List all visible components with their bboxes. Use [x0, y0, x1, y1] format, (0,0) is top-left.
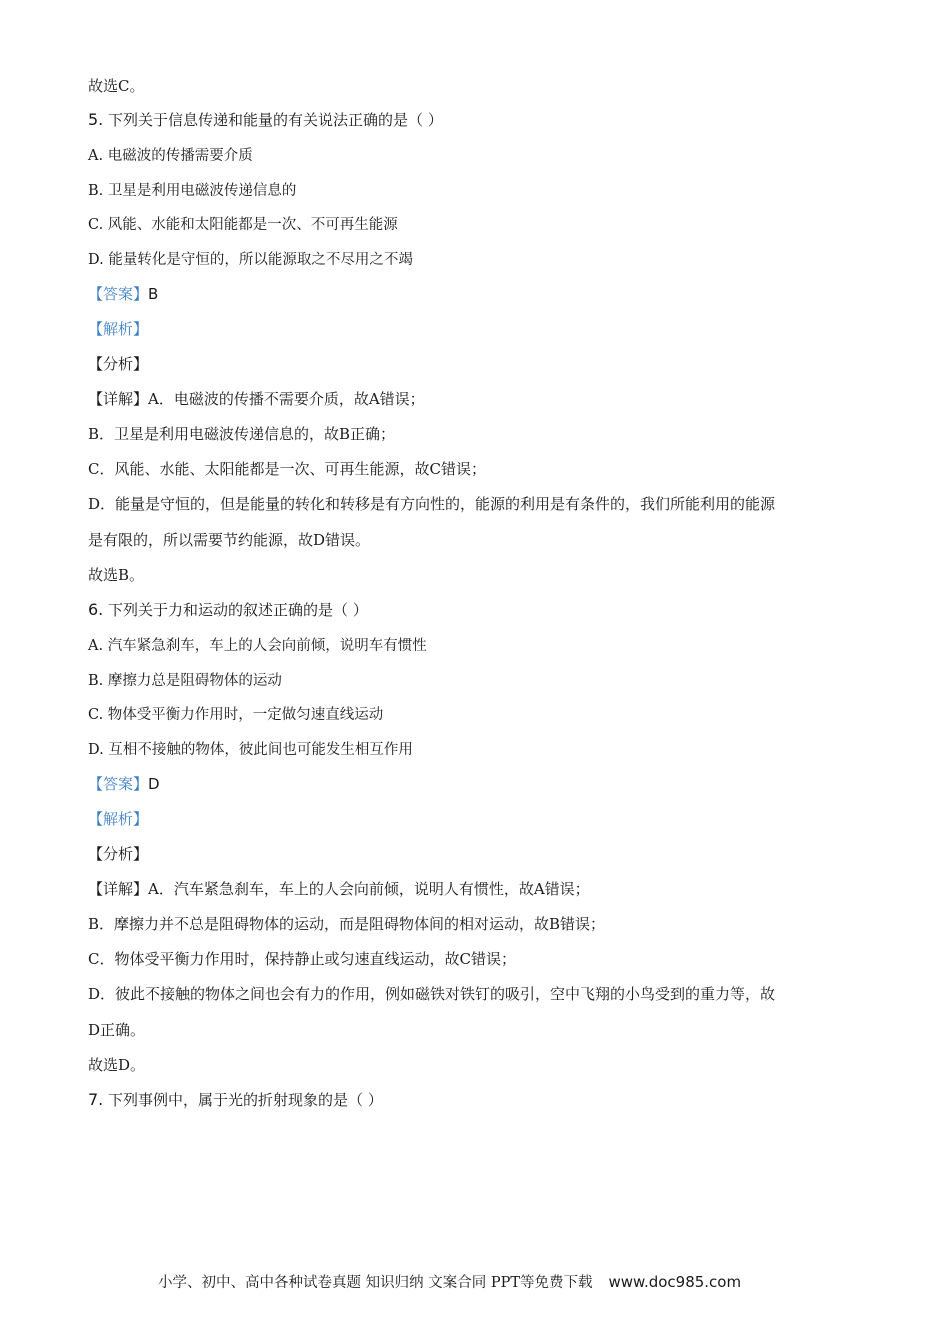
question-stem: 下列事例中，属于光的折射现象的是（ ） [108, 1091, 383, 1109]
detail-text: A．电磁波的传播不需要介质，故A错误； [148, 390, 425, 408]
q6-option-c: C. 物体受平衡力作用时，一定做匀速直线运动 [88, 707, 384, 723]
answer-label: 【答案】 [88, 285, 149, 303]
q6-answer [88, 774, 160, 794]
answer-value: B [148, 285, 159, 303]
q5-detail-d-line1: D．能量是守恒的，但是能量的转化和转移是有方向性的，能源的利用是有条件的，我们所能利用的能源 [88, 495, 776, 513]
q6-detail-a [88, 879, 590, 899]
question-stem: 下列关于力和运动的叙述正确的是（ ） [108, 601, 368, 619]
prev-conclusion: 故选C。 [88, 77, 145, 95]
question-5 [88, 110, 443, 130]
q6-fenxi-label: 【分析】 [88, 845, 149, 863]
q6-option-b: B. 摩擦力总是阻碍物体的运动 [88, 673, 282, 689]
q5-fenxi-label: 【分析】 [88, 355, 149, 373]
q5-analysis-label: 【解析】 [88, 320, 149, 338]
q6-conclusion: 故选D。 [88, 1056, 146, 1074]
page-footer [158, 1271, 741, 1292]
q5-detail-d-line2: 是有限的，所以需要节约能源，故D错误。 [88, 531, 371, 549]
footer-url[interactable]: www.doc985.com [608, 1273, 742, 1291]
footer-text: 小学、初中、高中各种试卷真题 知识归纳 文案合同 PPT等免费下载 [158, 1275, 593, 1291]
answer-value: D [148, 775, 160, 793]
q6-option-a: A. 汽车紧急刹车，车上的人会向前倾，说明车有惯性 [88, 638, 427, 654]
question-stem: 下列关于信息传递和能量的有关说法正确的是（ ） [108, 111, 443, 129]
question-6 [88, 600, 368, 620]
detail-label: 【详解】 [88, 390, 149, 408]
detail-label: 【详解】 [88, 880, 149, 898]
q5-answer [88, 284, 158, 304]
q5-option-c: C. 风能、水能和太阳能都是一次、不可再生能源 [88, 217, 398, 233]
question-number: 6. [88, 600, 104, 619]
question-number: 7. [88, 1090, 104, 1109]
question-7 [88, 1090, 383, 1110]
q5-detail-b: B．卫星是利用电磁波传递信息的，故B正确； [88, 425, 396, 443]
q5-option-d: D. 能量转化是守恒的，所以能源取之不尽用之不竭 [88, 252, 413, 268]
q6-detail-b: B．摩擦力并不总是阻碍物体的运动，而是阻碍物体间的相对运动，故B错误； [88, 915, 606, 933]
question-number: 5. [88, 110, 104, 129]
q5-detail-c: C．风能、水能、太阳能都是一次、可再生能源，故C错误； [88, 460, 486, 478]
q5-option-a: A. 电磁波的传播需要介质 [88, 148, 253, 164]
q6-analysis-label: 【解析】 [88, 810, 149, 828]
q5-detail-a [88, 389, 425, 409]
q6-option-d: D. 互相不接触的物体，彼此间也可能发生相互作用 [88, 742, 413, 758]
q6-detail-c: C．物体受平衡力作用时，保持静止或匀速直线运动，故C错误； [88, 950, 516, 968]
q5-conclusion: 故选B。 [88, 566, 145, 584]
q6-detail-d-line1: D．彼此不接触的物体之间也会有力的作用，例如磁铁对铁钉的吸引，空中飞翔的小鸟受到的重力等，故 [88, 985, 776, 1003]
detail-text: A．汽车紧急刹车，车上的人会向前倾，说明人有惯性，故A错误； [148, 880, 590, 898]
q5-option-b: B. 卫星是利用电磁波传递信息的 [88, 183, 297, 199]
answer-label: 【答案】 [88, 775, 149, 793]
q6-detail-d-line2: D正确。 [88, 1021, 146, 1039]
